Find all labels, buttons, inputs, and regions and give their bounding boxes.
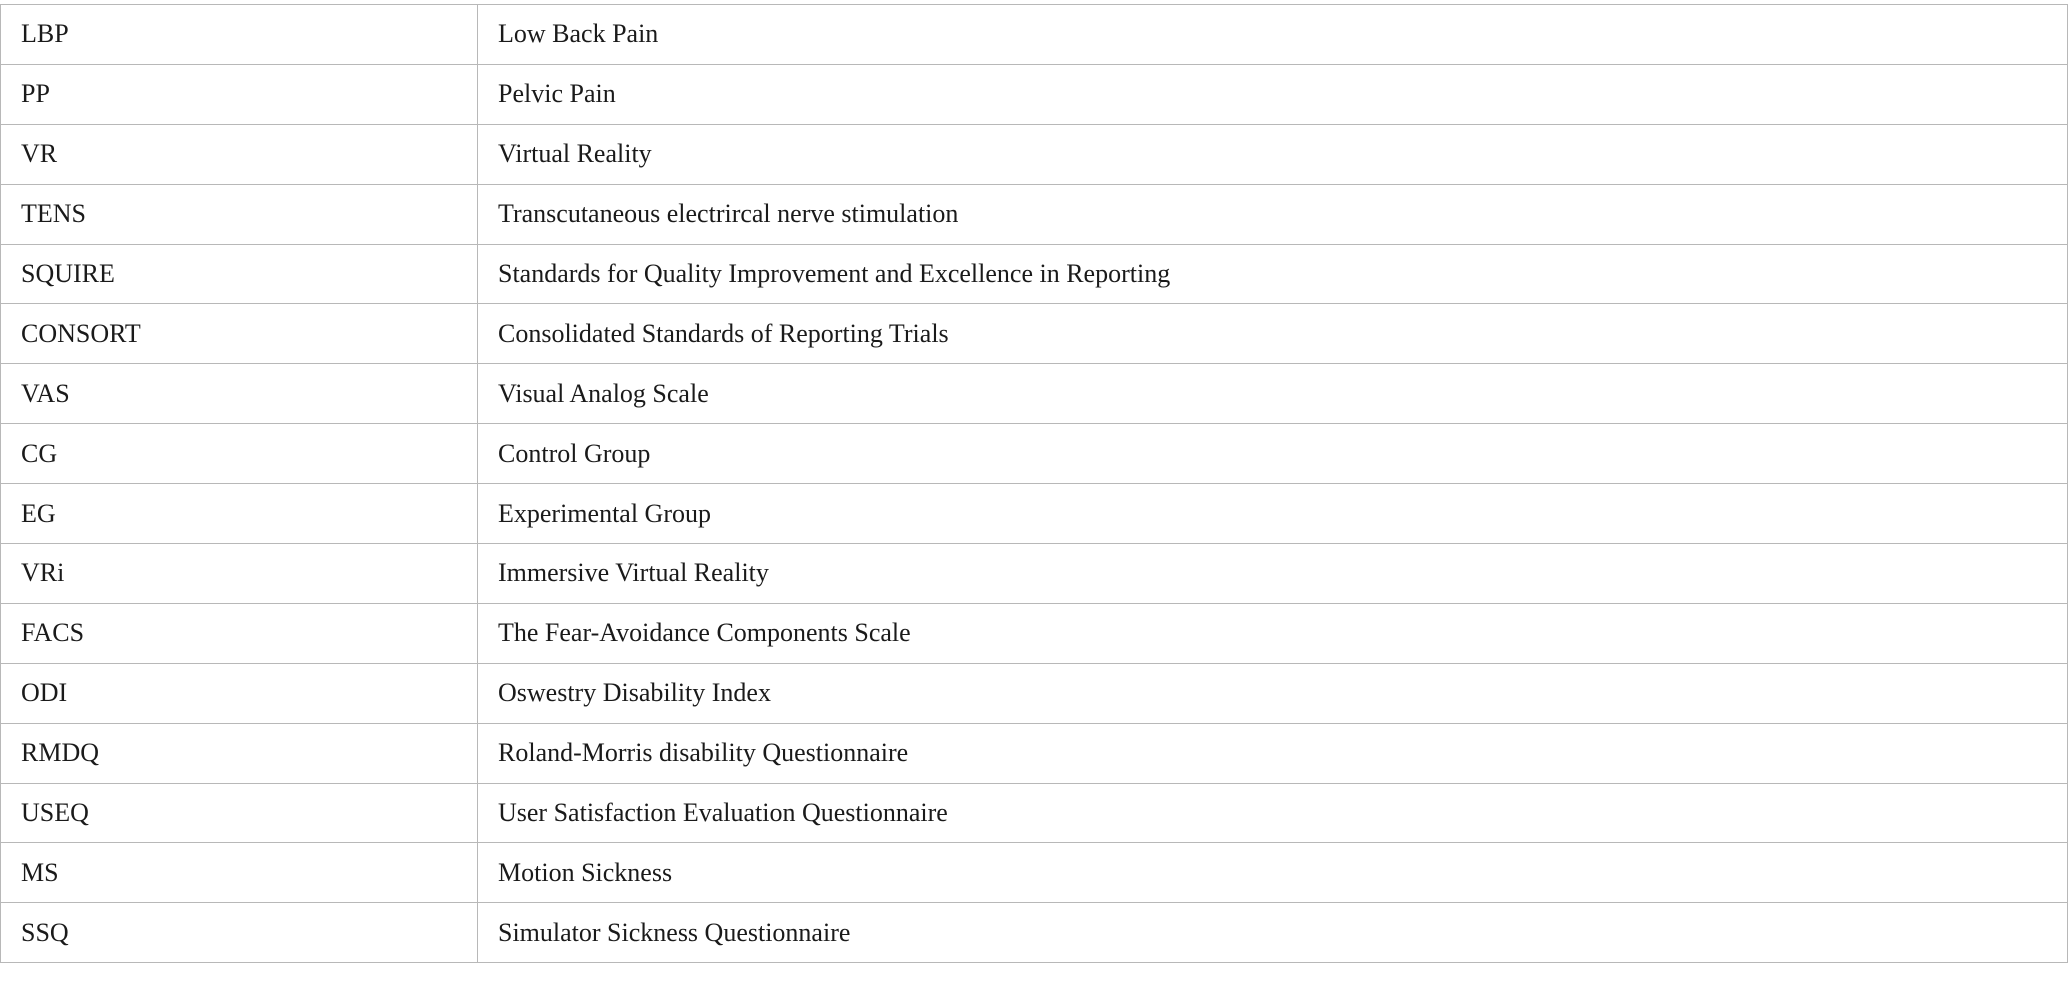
table-row <box>1 603 2068 663</box>
table-row <box>1 64 2068 124</box>
definition-cell: Immersive Virtual Reality <box>478 544 2068 604</box>
abbreviation-cell: SQUIRE <box>1 244 478 304</box>
table-row <box>1 484 2068 544</box>
definition-cell: Transcutaneous electrircal nerve stimulation <box>478 184 2068 244</box>
table-row <box>1 184 2068 244</box>
table-row <box>1 843 2068 903</box>
definition-cell: The Fear-Avoidance Components Scale <box>478 603 2068 663</box>
abbreviation-cell: FACS <box>1 603 478 663</box>
abbreviation-cell: TENS <box>1 184 478 244</box>
table-row <box>1 5 2068 65</box>
table-row <box>1 783 2068 843</box>
table-row <box>1 424 2068 484</box>
abbreviation-cell: LBP <box>1 5 478 65</box>
table-row <box>1 663 2068 723</box>
table-row <box>1 723 2068 783</box>
abbreviation-cell: ODI <box>1 663 478 723</box>
definition-cell: Experimental Group <box>478 484 2068 544</box>
abbreviation-cell: VR <box>1 124 478 184</box>
abbreviation-cell: PP <box>1 64 478 124</box>
abbreviation-cell: VRi <box>1 544 478 604</box>
abbreviation-cell: RMDQ <box>1 723 478 783</box>
definition-cell: Virtual Reality <box>478 124 2068 184</box>
abbreviation-cell: USEQ <box>1 783 478 843</box>
definition-cell: User Satisfaction Evaluation Questionnaire <box>478 783 2068 843</box>
definition-cell: Roland-Morris disability Questionnaire <box>478 723 2068 783</box>
table-row <box>1 903 2068 963</box>
definition-cell: Pelvic Pain <box>478 64 2068 124</box>
table-row <box>1 124 2068 184</box>
definition-cell: Simulator Sickness Questionnaire <box>478 903 2068 963</box>
abbreviation-cell: CG <box>1 424 478 484</box>
definition-cell: Consolidated Standards of Reporting Trials <box>478 304 2068 364</box>
definition-cell: Motion Sickness <box>478 843 2068 903</box>
definition-cell: Low Back Pain <box>478 5 2068 65</box>
definition-cell: Visual Analog Scale <box>478 364 2068 424</box>
table-row <box>1 244 2068 304</box>
table-row <box>1 544 2068 604</box>
definition-cell: Standards for Quality Improvement and Excellence in Reporting <box>478 244 2068 304</box>
abbreviations-table <box>0 4 2068 963</box>
abbreviation-cell: VAS <box>1 364 478 424</box>
definition-cell: Oswestry Disability Index <box>478 663 2068 723</box>
abbreviation-cell: SSQ <box>1 903 478 963</box>
abbreviation-cell: EG <box>1 484 478 544</box>
table-row <box>1 364 2068 424</box>
table-row <box>1 304 2068 364</box>
abbreviation-cell: MS <box>1 843 478 903</box>
abbreviation-cell: CONSORT <box>1 304 478 364</box>
definition-cell: Control Group <box>478 424 2068 484</box>
